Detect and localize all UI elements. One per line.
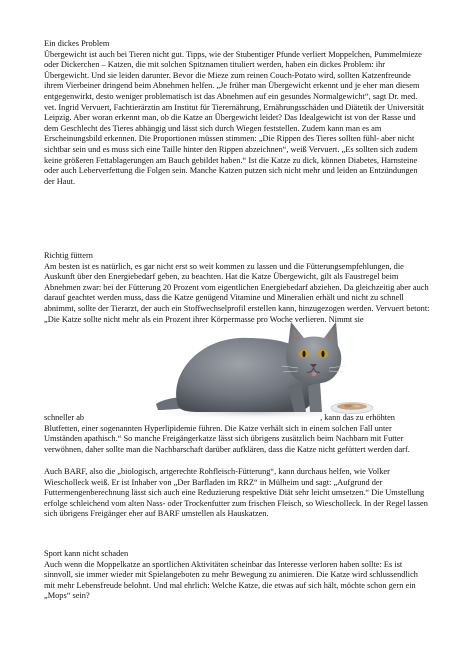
continuation-paragraph xyxy=(44,413,430,455)
section-paragraph: Übergewicht ist auch bei Tieren nicht gut. Tipps, wie der Stubentiger Pfunde verliert Moppelchen, Pummelmieze oder Dickerchen – Katzen, die mit solchen Spitznamen tituliert werden, haben ein dickes Problem: ihr Übergewicht. Und sie leiden darunter. Bevor die Mieze zum reinen Couch-Potato wird, sollten Katzenfreunde ihrem Vierbeiner dringend beim Abnehmen helfen. „Je früher man Übergewicht erkennt und je eher man diesem entgegenwirkt, desto weniger problematisch ist das Abnehmen auf ein gesundes Normalgewicht“, sagt Dr. med. vet. Ingrid Vervuert, Fachtierärztin am Institut für Tierernährung, Ernährungsschäden und Diätetik der Universität Leipzig. Aber woran erkennt man, ob die Katze an Übergewicht leidet? Das Idealgewicht ist von der Rasse und dem Geschlecht des Tieres abhängig und lässt sich durch Wiegen feststellen. Zudem kann man es am Erscheinungsbild erkennen. Die Proportionen müssen stimmen: „Die Rippen des Tieres sollten fühl- aber nicht sichtbar sein und es muss sich eine Taille hinter den Rippen abzeichnen“, weiß Vervuert. „Es sollten sich zudem keine größeren Fettablagerungen am Bauch gebildet haben.“ Ist die Katze zu dick, können Diabetes, Harnsteine oder auch Leberverfettung die Folgen sein. Manche Katzen putzen sich nicht mehr und leiden an Entzündungen der Haut. xyxy=(44,49,425,186)
text-after-image: , kann xyxy=(320,413,341,422)
section-paragraph: Auch BARF, also die „biologisch, artgerechte Rohfleisch-Fütterung“, kann durchaus helfen, wie Volker Wiescholleck weiß. Er ist Inhaber von „Der Barfladen im RRZ“ in Mülheim und sagt: „Aufgrund der Futtermengenberechnung lässt sich auch eine Reduzierung respektive Diät sehr leicht umsetzen.“ Die Umstellung erfolge schleichend vom alten Nass- oder Trockenfutter zum frischen Fleisch, so Wiescholleck. In der Regel lassen sich übrigens Freigänger eher auf BARF umstellen als Hauskatzen. xyxy=(44,467,428,519)
text-before-image: schneller ab xyxy=(44,413,85,422)
section-heading: Ein dickes Problem xyxy=(44,39,110,48)
section-paragraph: Auch wenn die Moppelkatze an sportlichen Aktivitäten scheinbar das Interesse verloren haben sollte: Es ist sinnvoll, sie immer wieder mit Spielangeboten zu mehr Bewegung zu animieren. Die Katze wird schlussendlich mit mehr Lebensfreude belohnt. Und mal ehrlich: Welche Katze, die etwas auf sich hält, möchte schon gern ein „Mops“ sein? xyxy=(44,559,418,601)
section-barf xyxy=(44,467,430,520)
section-heading: Sport kann nicht schaden xyxy=(44,549,129,558)
section-sport xyxy=(44,549,430,602)
section-paragraph: Am besten ist es natürlich, es gar nicht erst so weit kommen zu lassen und die Fütterungsempfehlungen, die Auskunft über den Energiebedarf geben, zu beachten. Hat die Katze Übergewicht, gilt als Faustregel beim Abnehmen zwar: bei der Fütterung 20 Prozent vom eigentlichen Energiebedarf abziehen. Da gleichzeitig aber auch darauf geachtet werden muss, dass die Katze genügend Vitamine und Mineralien erhält und nicht zu schnell abnimmt, sollte der Tierarzt, der auch ein Stoffwechselprofil erstellen kann, hinzugezogen werden. Vervuert betont: „Die Katze sollte nicht mehr als ein Prozent ihrer Körpermasse pro Woche verlieren. Nimmt sie xyxy=(44,261,430,324)
section-richtig-fuettern xyxy=(44,251,430,325)
section-ein-dickes-problem xyxy=(44,39,430,187)
cat-eating-photo xyxy=(138,316,374,420)
continuation-text: das zu erhöhten Blutfetten, einer sogenannten Hyperlipidemie führen. Die Katze verhält sich in einem solchen Fall unter Umständen apathisch.“ So manche Freigängerkatze lässt sich übrigens zusätzlich beim Nachbarn mit Futter verwöhnen, daher sollte man die Nachbarschaft darüber aufklären, dass die Katze nicht gefüttert werden darf. xyxy=(44,413,410,454)
section-heading: Richtig füttern xyxy=(44,251,93,260)
